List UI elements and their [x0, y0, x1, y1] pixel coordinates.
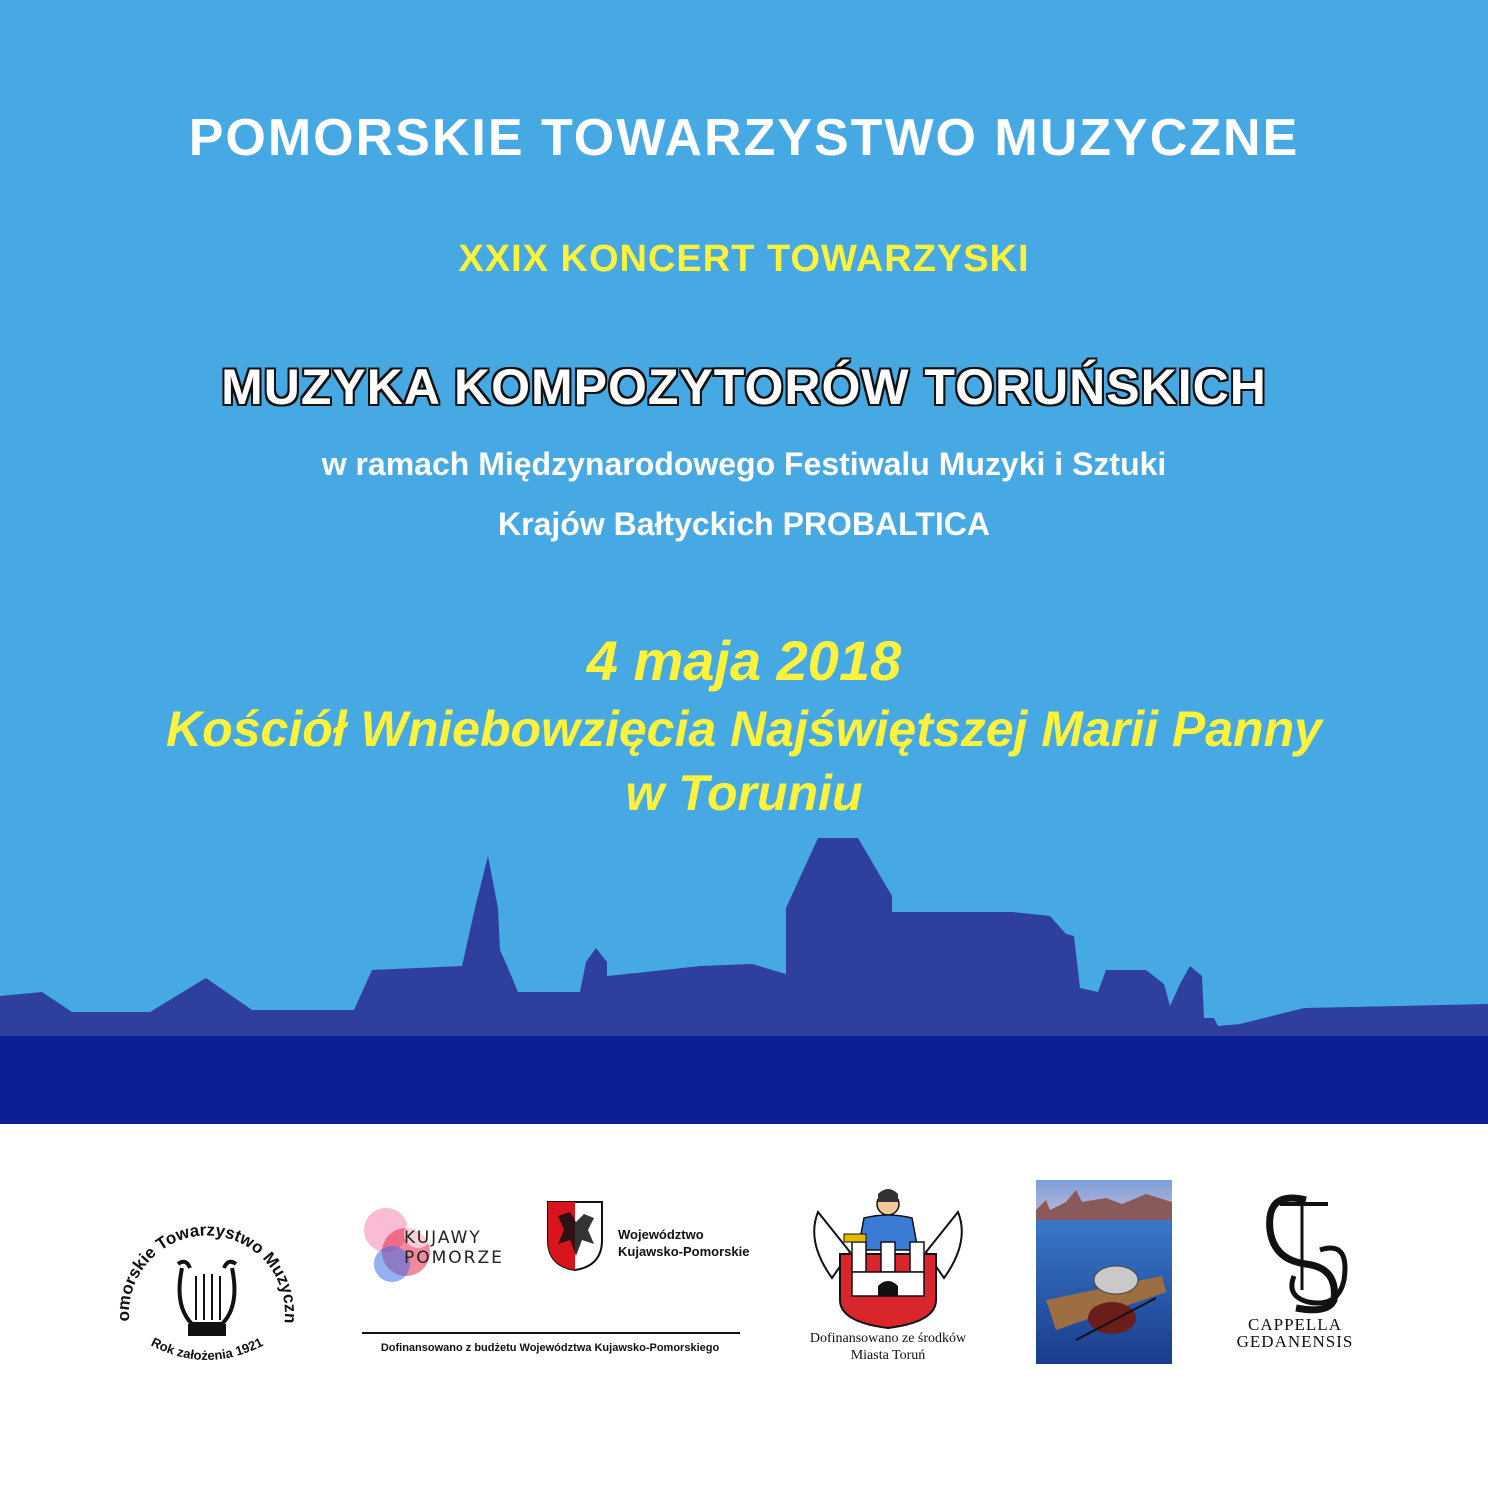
concert-date: 4 maja 2018 [586, 629, 902, 692]
ptm-founded-text: Rok założenia 1921 [148, 1334, 266, 1364]
svg-text:Rok założenia 1921 [149, 1334, 265, 1363]
cg-monogram-icon [1210, 1190, 1380, 1314]
festival-line-2: Krajów Bałtyckich PROBALTICA [498, 506, 990, 542]
region-funding-caption: Dofinansowano z budżetu Województwa Kujawsko-Pomorskiego [380, 1342, 720, 1354]
organization-name: POMORSKIE TOWARZYSTWO MUZYCZNE [188, 109, 1300, 167]
torun-logo [788, 1182, 988, 1402]
kujawy-brand-line1: KUJAWY [404, 1228, 482, 1248]
cappella-line1: CAPPELLA [1248, 1315, 1342, 1334]
ptm-arc-text: omorskie Towarzystwo Muzyczn [113, 1220, 301, 1325]
region-line1: Województwo [618, 1227, 704, 1242]
concert-number: XXIX KONCERT TOWARZYSKI [458, 238, 1030, 280]
violin-painting-icon [1036, 1180, 1172, 1364]
ground-band [0, 1036, 1488, 1124]
cappella-name [1210, 1316, 1380, 1350]
eagle-coat-of-arms-icon [546, 1200, 604, 1272]
svg-text:Pomorskie Towarzystwo Muzyczne [112, 1196, 300, 1324]
cappella-gedanensis-logo [1210, 1190, 1380, 1360]
region-name [618, 1226, 750, 1260]
angel-coat-of-arms-icon [788, 1182, 988, 1330]
concert-title: MUZYKA KOMPOZYTORÓW TORUŃSKICH [221, 359, 1267, 415]
divider-line [362, 1332, 740, 1334]
festival-line-1: w ramach Międzynarodowego Festiwalu Muzyki i Sztuki [321, 446, 1167, 482]
kujawy-brand-line2: POMORZE [404, 1248, 504, 1268]
kujawy-brand [404, 1228, 504, 1268]
festival-painting [1036, 1180, 1172, 1364]
sponsor-footer [0, 1124, 1488, 1488]
ptm-seal-icon [112, 1196, 302, 1376]
city-caption-line2: Miasta Toruń [850, 1348, 926, 1363]
cappella-line2: GEDANENSIS [1236, 1332, 1354, 1351]
venue-city: w Toruniu [625, 765, 863, 821]
venue-name: Kościół Wniebowzięcia Najświętszej Marii Panny [166, 701, 1322, 757]
ptm-logo [112, 1196, 302, 1376]
lyre-icon [178, 1262, 236, 1334]
city-funding-caption [788, 1330, 988, 1364]
city-caption-line1: Dofinansowano ze środków [809, 1331, 967, 1346]
kujawy-pomorze-logo [360, 1198, 750, 1354]
region-line2: Kujawsko-Pomorskie [618, 1244, 750, 1259]
